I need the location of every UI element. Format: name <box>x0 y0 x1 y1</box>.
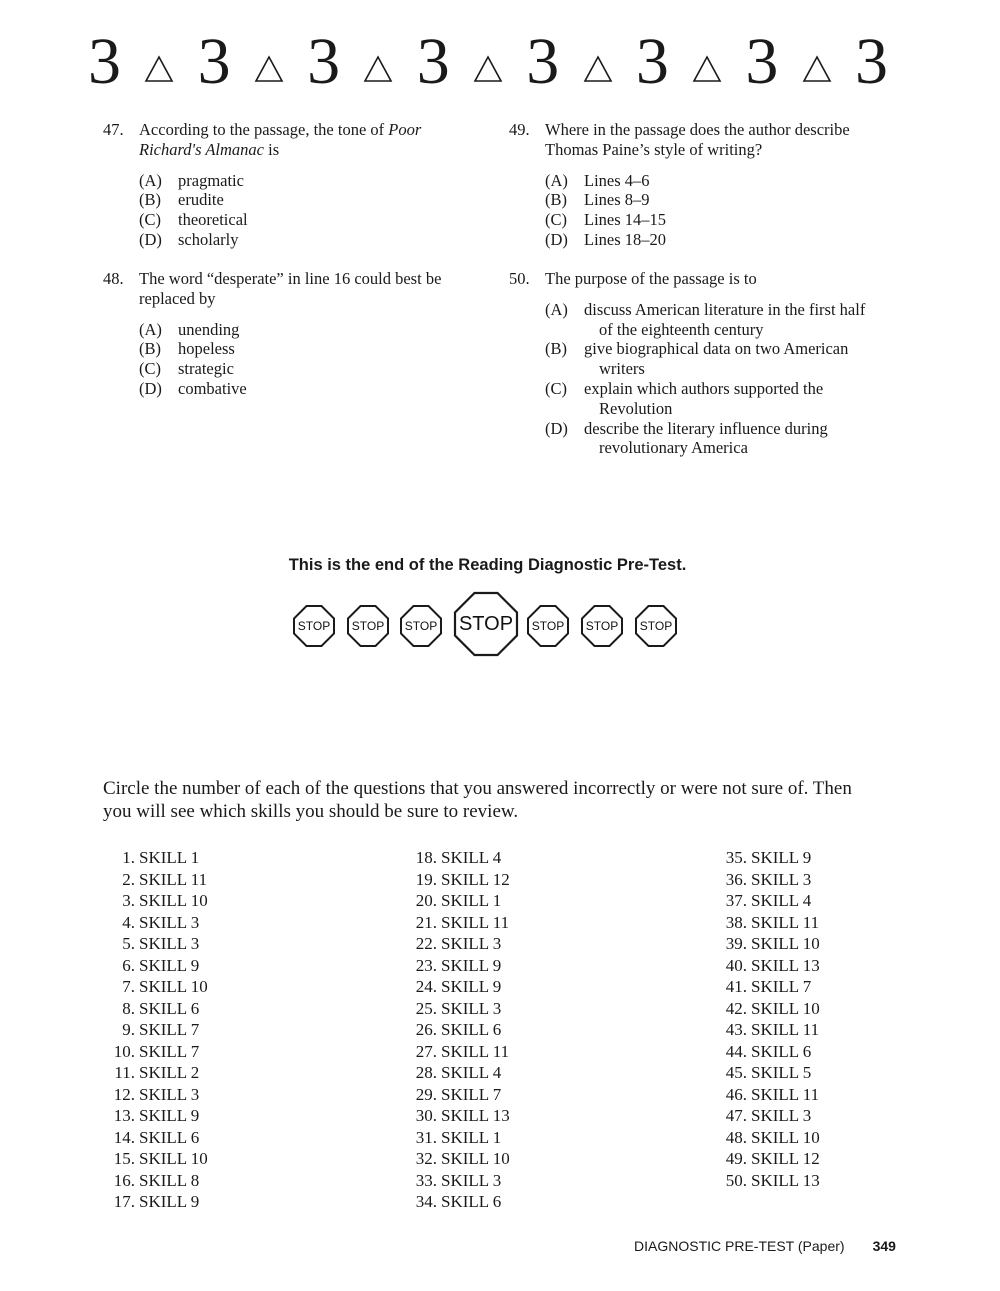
stop-sign-icon <box>526 604 570 648</box>
question-number: 26. <box>415 1020 437 1039</box>
question-stem: According to the passage, the tone of Poor Richard's Almanac is <box>139 120 422 159</box>
answer-option: (A) pragmatic <box>139 170 244 190</box>
answer-option: (B) erudite <box>139 190 224 210</box>
skill-row <box>713 847 820 869</box>
question-number: 22. <box>415 934 437 953</box>
skill-row <box>713 912 820 934</box>
question-number: 31. <box>415 1127 437 1147</box>
question-number: 45. <box>725 1063 747 1082</box>
question-number: 14. <box>113 1127 135 1147</box>
skill-row <box>101 1084 208 1106</box>
page-footer <box>634 1238 896 1254</box>
question-number: 8. <box>122 998 135 1018</box>
skill-row <box>403 1148 510 1170</box>
answer-option: (B) give biographical data on two American writers <box>545 339 849 379</box>
skill-row <box>403 933 510 955</box>
skill-row <box>101 955 208 977</box>
question-number: 50. <box>725 1170 747 1190</box>
skill-label: SKILL 9 <box>139 1106 200 1125</box>
skill-row <box>403 1041 510 1063</box>
section-number: 3 <box>416 25 450 98</box>
skill-row <box>403 1019 510 1041</box>
question-number: 32. <box>415 1149 437 1168</box>
skill-row <box>101 1148 208 1170</box>
skill-row <box>101 1019 208 1041</box>
skill-row <box>101 847 208 869</box>
skill-label: SKILL 11 <box>441 912 510 932</box>
answer-option: (A) discuss American literature in the first half of the eighteenth century <box>545 299 866 339</box>
skill-row <box>403 890 510 912</box>
section-number: 3 <box>197 25 231 98</box>
stop-label: STOP <box>351 619 385 633</box>
skill-label: SKILL 11 <box>751 912 820 932</box>
skill-row <box>713 1170 820 1192</box>
skill-column <box>713 847 820 1191</box>
question-number: 20. <box>415 891 437 910</box>
triangle-icon <box>473 54 503 84</box>
skill-label: SKILL 10 <box>139 891 208 910</box>
question-number: 30. <box>415 1106 437 1125</box>
skill-label: SKILL 11 <box>139 869 208 889</box>
answer-option: (C) explain which authors supported the Revolution <box>545 378 824 418</box>
skill-label: SKILL 13 <box>751 1170 820 1190</box>
question-number: 23. <box>415 955 437 975</box>
skill-label: SKILL 4 <box>441 1063 502 1082</box>
answer-option: (D) scholarly <box>139 229 239 249</box>
answer-option: (D) Lines 18–20 <box>545 229 667 249</box>
skill-label: SKILL 3 <box>139 934 200 953</box>
section-number: 3 <box>854 25 888 98</box>
skill-row <box>101 1170 208 1192</box>
skill-label: SKILL 13 <box>751 955 820 975</box>
stop-sign-icon <box>292 604 336 648</box>
question-number: 9. <box>122 1020 135 1039</box>
triangle-icon <box>254 54 284 84</box>
question-number: 11. <box>114 1063 135 1082</box>
skill-row <box>101 1191 208 1213</box>
skill-label: SKILL 11 <box>751 1084 820 1104</box>
skill-column <box>403 847 510 1213</box>
skill-row <box>101 1127 208 1149</box>
question-number: 6. <box>122 955 135 975</box>
skill-row <box>101 976 208 998</box>
section-number: 3 <box>635 25 669 98</box>
skill-row <box>713 1019 820 1041</box>
stop-sign-icon <box>399 604 443 648</box>
skill-row <box>713 869 820 891</box>
question-number: 24. <box>415 977 437 996</box>
skill-row <box>403 912 510 934</box>
skill-label: SKILL 7 <box>139 1020 200 1039</box>
question-number: 47. <box>725 1106 747 1125</box>
answer-option: (B) Lines 8–9 <box>545 190 650 210</box>
question-number: 48. <box>103 269 124 288</box>
skill-row <box>403 955 510 977</box>
stop-label: STOP <box>531 619 565 633</box>
question-number: 13. <box>113 1106 135 1125</box>
stop-label: STOP <box>458 612 514 635</box>
skill-row <box>101 933 208 955</box>
skill-label: SKILL 10 <box>139 1149 208 1168</box>
skill-label: SKILL 7 <box>441 1084 502 1104</box>
question-number: 40. <box>725 955 747 975</box>
stop-label: STOP <box>404 619 438 633</box>
skill-row <box>403 847 510 869</box>
answer-option: (A) Lines 4–6 <box>545 170 650 190</box>
question-stem: The purpose of the passage is to <box>545 269 757 288</box>
answer-option: (C) strategic <box>139 359 234 379</box>
skill-label: SKILL 10 <box>751 1127 820 1147</box>
question-number: 18. <box>415 848 437 867</box>
skill-row <box>101 912 208 934</box>
question-number: 47. <box>103 120 124 139</box>
skill-row <box>713 1041 820 1063</box>
question-number: 16. <box>113 1170 135 1190</box>
question-number: 28. <box>415 1063 437 1082</box>
stop-label: STOP <box>297 619 331 633</box>
skill-row <box>403 976 510 998</box>
skill-row <box>713 890 820 912</box>
skill-label: SKILL 1 <box>441 891 502 910</box>
question-49 <box>509 120 879 250</box>
question-number: 7. <box>122 977 135 996</box>
skill-label: SKILL 5 <box>751 1063 812 1082</box>
skill-label: SKILL 6 <box>441 1020 502 1039</box>
skill-label: SKILL 12 <box>441 869 510 889</box>
skill-label: SKILL 2 <box>139 1063 200 1082</box>
triangle-icon <box>692 54 722 84</box>
question-stem: The word “desperate” in line 16 could best be replaced by <box>139 269 442 308</box>
question-number: 39. <box>725 934 747 953</box>
skill-row <box>713 976 820 998</box>
question-number: 35. <box>725 848 747 867</box>
skill-label: SKILL 10 <box>139 977 208 996</box>
skill-label: SKILL 10 <box>441 1149 510 1168</box>
skill-row <box>101 890 208 912</box>
question-number: 21. <box>415 912 437 932</box>
skill-row <box>403 1105 510 1127</box>
skill-label: SKILL 3 <box>441 998 502 1018</box>
skill-row <box>713 1062 820 1084</box>
skill-label: SKILL 9 <box>139 955 200 975</box>
skill-label: SKILL 1 <box>139 848 200 867</box>
skill-label: SKILL 3 <box>751 869 812 889</box>
question-number: 27. <box>415 1041 437 1061</box>
question-number: 15. <box>113 1149 135 1168</box>
skill-column <box>101 847 208 1213</box>
skill-label: SKILL 6 <box>441 1192 502 1211</box>
skill-row <box>403 1084 510 1106</box>
skill-row <box>713 1127 820 1149</box>
question-number: 33. <box>415 1170 437 1190</box>
question-number: 17. <box>113 1192 135 1211</box>
question-number: 2. <box>122 869 135 889</box>
skill-label: SKILL 6 <box>751 1041 812 1061</box>
question-number: 12. <box>113 1084 135 1104</box>
question-number: 41. <box>725 977 747 996</box>
question-number: 10. <box>113 1041 135 1061</box>
section-number: 3 <box>307 25 341 98</box>
question-number: 36. <box>725 869 747 889</box>
stop-sign-icon <box>453 591 519 657</box>
skill-row <box>403 1170 510 1192</box>
stop-label: STOP <box>639 619 673 633</box>
section-number: 3 <box>745 25 779 98</box>
skill-label: SKILL 12 <box>751 1149 820 1168</box>
skill-row <box>101 1105 208 1127</box>
skill-label: SKILL 3 <box>441 934 502 953</box>
skill-label: SKILL 4 <box>751 891 812 910</box>
review-instructions: Circle the number of each of the questions that you answered incorrectly or were not sure of. Then you will see which skills you should be sure to review. <box>103 778 852 822</box>
skill-label: SKILL 9 <box>139 1192 200 1211</box>
question-number: 25. <box>415 998 437 1018</box>
stop-sign-icon <box>580 604 624 648</box>
skill-row <box>403 998 510 1020</box>
page-number: 349 <box>872 1238 896 1254</box>
question-48 <box>103 269 473 399</box>
question-number: 1. <box>122 848 135 867</box>
skill-label: SKILL 1 <box>441 1127 502 1147</box>
answer-option: (D) describe the literary influence during revolutionary America <box>545 418 828 458</box>
answer-option: (A) unending <box>139 319 240 339</box>
answer-option: (C) theoretical <box>139 210 248 230</box>
skill-row <box>403 869 510 891</box>
stop-sign-row <box>289 591 689 657</box>
skill-row <box>403 1127 510 1149</box>
skill-label: SKILL 10 <box>751 998 820 1018</box>
skill-label: SKILL 3 <box>751 1106 812 1125</box>
answer-option: (B) hopeless <box>139 339 235 359</box>
skill-label: SKILL 11 <box>441 1041 510 1061</box>
skill-label: SKILL 3 <box>139 1084 200 1104</box>
question-number: 50. <box>509 269 530 288</box>
skill-row <box>713 955 820 977</box>
skill-row <box>101 1041 208 1063</box>
skill-label: SKILL 9 <box>441 977 502 996</box>
question-number: 29. <box>415 1084 437 1104</box>
skill-label: SKILL 11 <box>751 1020 820 1039</box>
question-number: 43. <box>725 1020 747 1039</box>
answer-option: (C) Lines 14–15 <box>545 210 667 230</box>
skill-row <box>713 1148 820 1170</box>
skill-label: SKILL 4 <box>441 848 502 867</box>
skill-label: SKILL 7 <box>751 977 812 996</box>
question-number: 4. <box>122 912 135 932</box>
question-number: 42. <box>725 998 747 1018</box>
section-number: 3 <box>88 25 121 98</box>
skill-label: SKILL 10 <box>751 934 820 953</box>
skill-label: SKILL 13 <box>441 1106 510 1125</box>
question-number: 48. <box>725 1127 747 1147</box>
skill-row <box>713 1084 820 1106</box>
answer-option: (D) combative <box>139 378 247 398</box>
question-number: 5. <box>122 934 135 953</box>
skill-row <box>101 869 208 891</box>
triangle-icon <box>363 54 393 84</box>
skill-row <box>713 933 820 955</box>
section-number: 3 <box>526 25 560 98</box>
triangle-icon <box>802 54 832 84</box>
stop-sign-icon <box>634 604 678 648</box>
question-number: 3. <box>122 891 135 910</box>
question-number: 49. <box>725 1149 747 1168</box>
skill-row <box>403 1062 510 1084</box>
triangle-icon <box>583 54 613 84</box>
skill-row <box>403 1191 510 1213</box>
stop-label: STOP <box>585 619 619 633</box>
end-of-test-message: This is the end of the Reading Diagnostic Pre-Test. <box>288 556 687 574</box>
question-number: 49. <box>509 120 530 139</box>
question-number: 44. <box>725 1041 747 1061</box>
skill-label: SKILL 6 <box>139 998 200 1018</box>
question-number: 37. <box>725 891 747 910</box>
question-number: 38. <box>725 912 747 932</box>
stop-sign-icon <box>346 604 390 648</box>
skill-row <box>101 1062 208 1084</box>
skill-row <box>713 1105 820 1127</box>
section-header <box>88 22 888 102</box>
question-number: 34. <box>415 1192 437 1211</box>
question-stem: Where in the passage does the author describe Thomas Paine’s style of writing? <box>545 120 850 159</box>
question-50 <box>509 269 881 458</box>
skill-label: SKILL 3 <box>441 1170 502 1190</box>
skill-row <box>101 998 208 1020</box>
skill-label: SKILL 9 <box>751 848 812 867</box>
skill-label: SKILL 9 <box>441 955 502 975</box>
skill-row <box>713 998 820 1020</box>
question-47 <box>103 120 473 250</box>
skill-label: SKILL 6 <box>139 1127 200 1147</box>
skill-label: SKILL 7 <box>139 1041 200 1061</box>
question-number: 46. <box>725 1084 747 1104</box>
question-number: 19. <box>415 869 437 889</box>
skill-label: SKILL 8 <box>139 1170 200 1190</box>
footer-title: DIAGNOSTIC PRE-TEST (Paper) <box>634 1238 845 1254</box>
skill-label: SKILL 3 <box>139 912 200 932</box>
triangle-icon <box>144 54 174 84</box>
